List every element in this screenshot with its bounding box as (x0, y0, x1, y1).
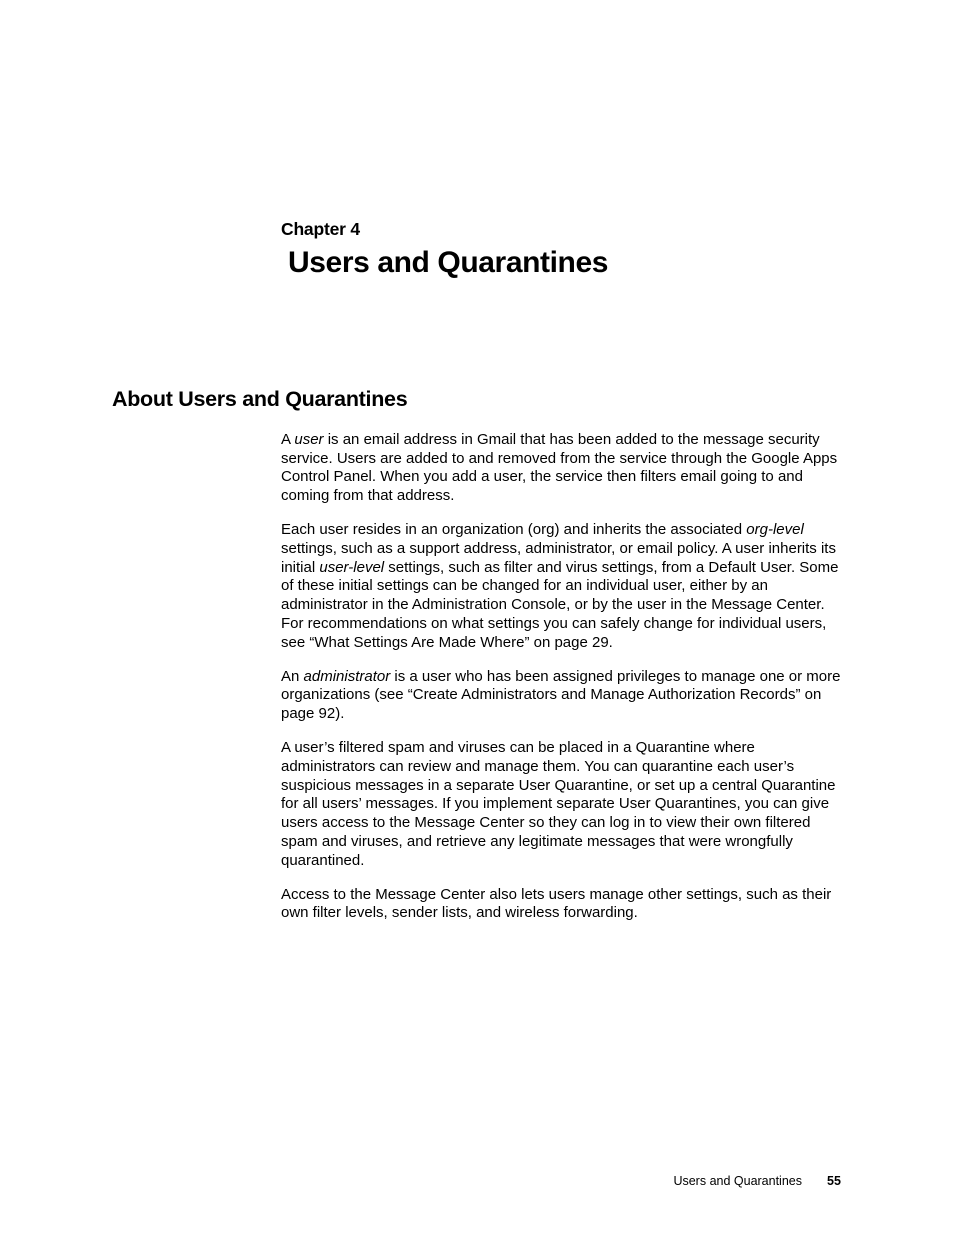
term-administrator: administrator (303, 667, 391, 685)
footer-page-number: 55 (827, 1174, 841, 1188)
text-run: settings, such as a support address, administrator, or email policy. A user inherits its initial (281, 540, 836, 576)
section-heading: About Users and Quarantines (112, 387, 408, 411)
text-run: Each user resides in an organization (org) and inherits the associated (281, 521, 747, 539)
footer-chapter-name: Users and Quarantines (673, 1174, 802, 1188)
chapter-label: Chapter 4 (281, 219, 360, 239)
text-run: is an email address in Gmail that has been added to the message security service. Users are added to and removed from the service through the Google Apps Control Panel. When you add a user, the service then filters email going to and coming from that address. (281, 431, 838, 505)
term-user-level: user-level (319, 558, 385, 576)
paragraph-message-center: Access to the Message Center also lets users manage other settings, such as their own filter levels, sender lists, and wireless forwarding. (281, 885, 832, 922)
text-run: A (281, 431, 295, 448)
term-org-level: org-level (746, 521, 804, 539)
chapter-title: Users and Quarantines (288, 246, 609, 279)
text-run: An (281, 667, 304, 685)
body-text (281, 431, 843, 939)
text-run: settings, such as filter and virus settings, from a Default User. Some of these initial settings can be changed for an individual user, either by an administrator in the Administration Console, or by the user in the Message Center. For recommendations on what settings you can safely change for individual users, see “What Settings Are Made Where” on page 29. (281, 558, 839, 651)
paragraph-administrator-definition (281, 668, 843, 724)
term-user: user (294, 431, 324, 448)
paragraph-org-settings (281, 521, 843, 652)
paragraph-user-definition (281, 431, 843, 506)
text-run: is a user who has been assigned privileges to manage one or more organizations (see “Create Administrators and Manage Authorization Records” on page 92). (281, 667, 841, 723)
paragraph-quarantine: A user’s filtered spam and viruses can be placed in a Quarantine where administrators can review and manage them. You can quarantine each user’s suspicious messages in a separate User Quarantine, or set up a central Quarantine for all users’ messages. If you implement separate User Quarantines, you can give users access to the Message Center so they can log in to view their own filtered spam and viruses, and retrieve any legitimate messages that were wrongfully quarantined. (281, 739, 836, 869)
